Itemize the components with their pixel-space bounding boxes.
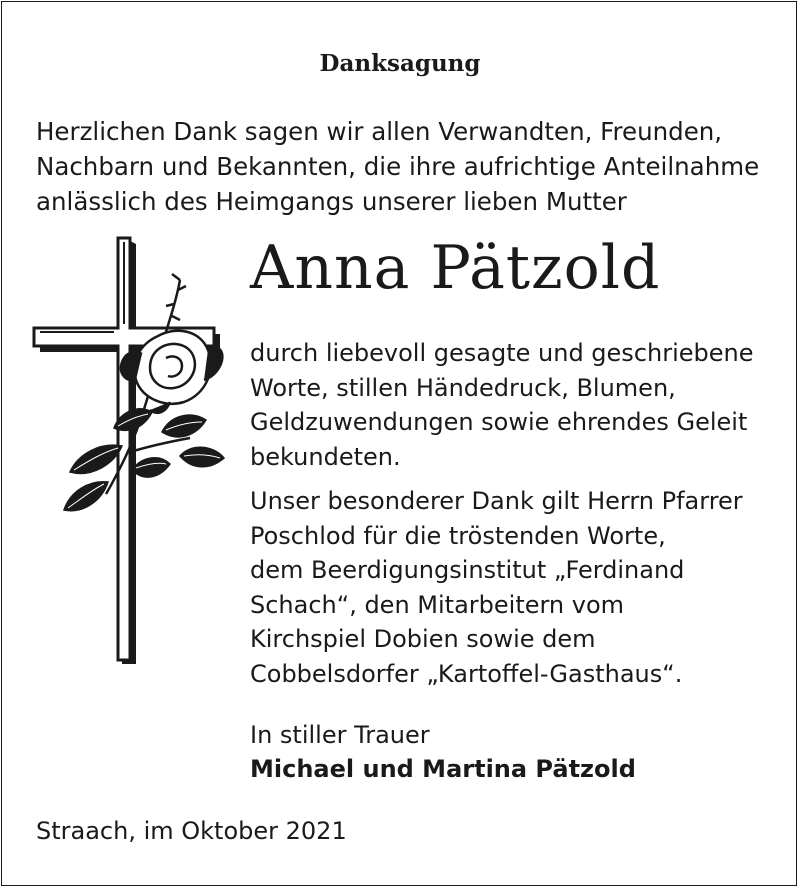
thanks-line: Poschlod für die tröstenden Worte, (250, 521, 666, 550)
body-line: durch liebevoll gesagte und geschriebene (250, 339, 754, 367)
intro-line: anlässlich des Heimgangs unserer lieben Mutter (36, 187, 627, 216)
thanks-line: dem Beerdigungsinstitut „Ferdinand (250, 556, 685, 584)
body-line: Worte, stillen Händedruck, Blumen, (250, 373, 676, 402)
body-line: Geldzuwendungen sowie ehrendes Geleit (250, 408, 748, 436)
deceased-name: Anna Pätzold (250, 233, 661, 303)
rose-leaves-icon (64, 409, 224, 511)
thanks-paragraph (250, 336, 754, 474)
signers: Michael und Martina Pätzold (250, 755, 636, 783)
mourning-phrase: In stiller Trauer (250, 721, 430, 749)
thanks-line: Cobbelsdorfer „Kartoffel-Gasthaus“. (250, 659, 683, 688)
thanks-line: Unser besonderer Dank gilt Herrn Pfarrer (250, 487, 743, 515)
special-thanks-paragraph (250, 484, 743, 691)
intro-line: Herzlichen Dank sagen wir allen Verwandten, Freunden, (36, 117, 723, 146)
notice-title: Danksagung (319, 50, 481, 77)
place-date: Straach, im Oktober 2021 (36, 817, 347, 845)
intro-paragraph (36, 114, 759, 219)
intro-line: Nachbarn und Bekannten, die ihre aufrichtige Anteilnahme (36, 152, 760, 181)
thanks-line: Schach“, den Mitarbeitern vom (250, 590, 625, 619)
thanks-line: Kirchspiel Dobien sowie dem (250, 625, 596, 653)
cross-with-rose-icon (30, 232, 250, 672)
body-line: bekundeten. (250, 442, 401, 471)
